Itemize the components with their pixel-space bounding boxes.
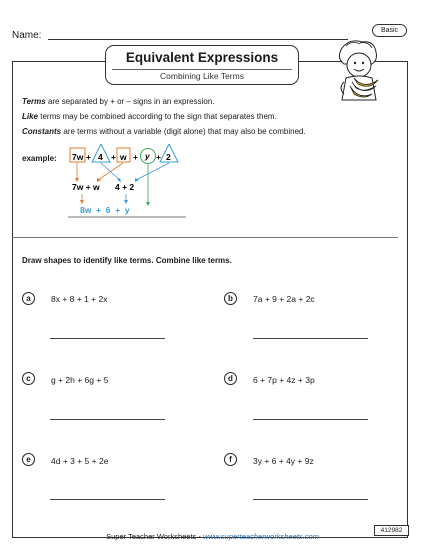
page-title: Equivalent Expressions <box>125 50 279 65</box>
example-term: 4 <box>98 152 103 162</box>
answer-line-e[interactable] <box>50 499 165 500</box>
problem-letter-b: b <box>224 292 237 305</box>
problem-expression: 3y + 6 + 4y + 9z <box>253 456 314 466</box>
definition-term: Terms <box>22 97 46 106</box>
example-grouped-constants: 4 + 2 <box>115 182 135 192</box>
problem-expression: 4d + 3 + 5 + 2e <box>51 456 109 466</box>
definition-term: Like <box>22 112 39 121</box>
problem-letter-e: e <box>22 453 35 466</box>
level-badge: Basic <box>372 24 407 37</box>
name-label: Name: <box>12 30 42 41</box>
problem-letter-a: a <box>22 292 35 305</box>
answer-line-a[interactable] <box>50 338 165 339</box>
example-term: 7w <box>72 152 84 162</box>
definition-like <box>22 112 277 121</box>
example-label: example: <box>22 154 57 163</box>
worksheet-code: 412982 <box>374 525 409 536</box>
problem-letter-d: d <box>224 372 237 385</box>
problem-expression: 8x + 8 + 1 + 2x <box>51 294 108 304</box>
definition-text: terms may be combined according to the sign that separates them. <box>38 112 277 121</box>
problem-letter-f: f <box>224 453 237 466</box>
problem-expression: g + 2h + 6g + 5 <box>51 375 109 385</box>
problem-expression: 7a + 9 + 2a + 2c <box>253 294 315 304</box>
footer-url[interactable]: www.superteacherworksheets.com <box>202 532 319 541</box>
answer-line-d[interactable] <box>253 419 368 420</box>
example-term: y <box>145 151 150 161</box>
mascot-illustration <box>330 38 388 106</box>
example-operator: + <box>111 152 116 162</box>
page-subtitle: Combining Like Terms <box>160 71 244 81</box>
name-field[interactable] <box>48 39 348 40</box>
instructions: Draw shapes to identify like terms. Combine like terms. <box>22 256 232 265</box>
problem-letter-c: c <box>22 372 35 385</box>
problem-expression: 6 + 7p + 4z + 3p <box>253 375 315 385</box>
example-term: 2 <box>166 152 171 162</box>
definition-constants <box>22 127 306 136</box>
definition-text: are terms without a variable (digit alone) that may also be combined. <box>61 127 306 136</box>
example-diagram <box>68 144 198 222</box>
example-operator: + <box>133 152 138 162</box>
example-operator: + <box>86 152 91 162</box>
footer <box>0 532 425 541</box>
example-operator: + <box>156 152 161 162</box>
definition-term: Constants <box>22 127 62 136</box>
footer-brand: Super Teacher Worksheets - <box>106 532 203 541</box>
answer-line-f[interactable] <box>253 499 368 500</box>
title-divider <box>112 69 292 70</box>
answer-line-c[interactable] <box>50 419 165 420</box>
example-term: w <box>120 152 127 162</box>
example-grouped-like-terms: 7w + w <box>72 182 100 192</box>
example-result: 8w + 6 + y <box>80 205 130 215</box>
section-divider <box>12 237 398 238</box>
title-box <box>105 45 299 85</box>
definition-terms <box>22 97 214 106</box>
definition-text: are separated by + or – signs in an expression. <box>45 97 215 106</box>
mascot-icon <box>339 41 378 100</box>
answer-line-b[interactable] <box>253 338 368 339</box>
